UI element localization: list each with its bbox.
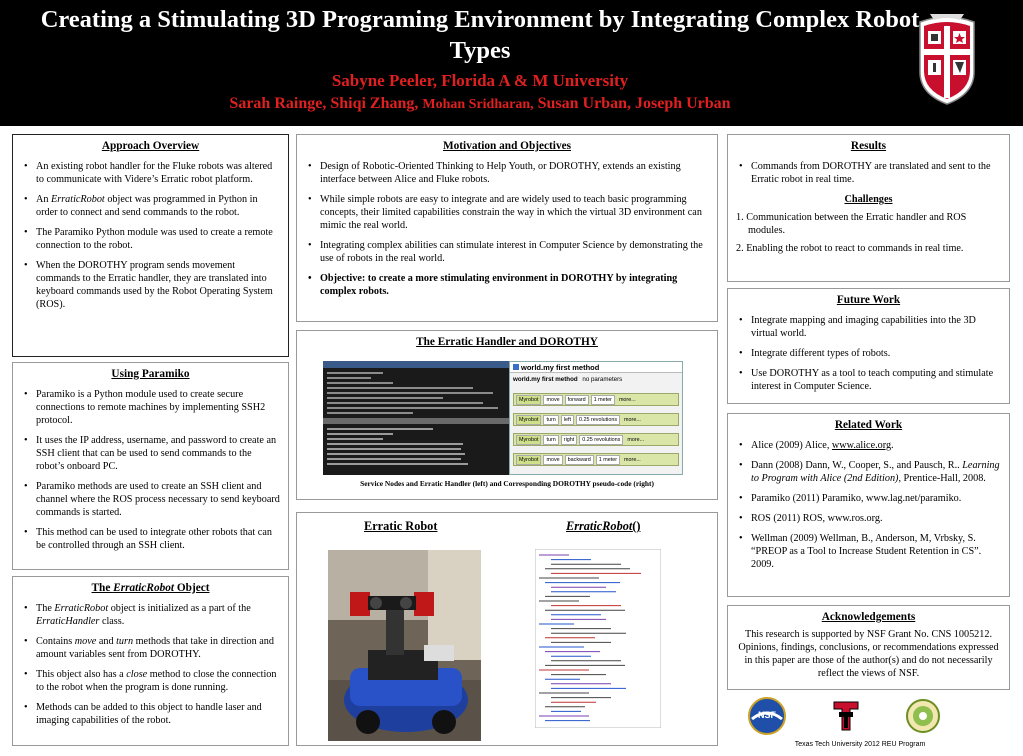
approach-b2-pre: An [36, 194, 51, 205]
dorothy-row-obj: Myrobot [516, 395, 541, 405]
object-b2-d: turn [116, 636, 134, 647]
erratic-robot-photo [328, 550, 481, 741]
object-b3-b: close [126, 669, 148, 680]
motivation-heading: Motivation and Objectives [442, 140, 572, 152]
dorothy-screenshot [509, 361, 683, 475]
ack-heading: Acknowledgements [821, 611, 916, 623]
dorothy-row-obj: Myrobot [516, 435, 541, 445]
results-list [736, 160, 1001, 186]
dorothy-row-dir: left [561, 415, 574, 425]
related-work-panel [727, 413, 1010, 597]
related-ref-4: • ROS (2011) ROS, www.ros.org. [736, 512, 1001, 525]
motivation-list [305, 160, 709, 298]
dorothy-row-amt: 0.25 revolutions [576, 415, 620, 425]
dorothy-title: world.my first method [521, 363, 600, 372]
motivation-panel [296, 134, 718, 322]
motivation-bullet-1: • Design of Robotic-Oriented Thinking to Help Youth, or DOROTHY, extends an existing interface between Alice and Fluke robots. [305, 160, 709, 186]
alice-link[interactable]: www.alice.org [831, 440, 892, 451]
dorothy-row-dir: backward [565, 455, 594, 465]
object-b1-e: class. [99, 616, 125, 627]
related-r2-em: Learning to Program with Alice (2nd Edition) [751, 460, 1000, 484]
future-bullet-1: • Integrate mapping and imaging capabilities into the 3D virtual world. [736, 314, 1001, 340]
dorothy-row-more: more... [624, 416, 641, 423]
results-heading: Results [850, 140, 887, 152]
dorothy-method-line [510, 373, 682, 388]
dorothy-row-obj: Myrobot [516, 455, 541, 465]
related-heading: Related Work [834, 419, 903, 431]
paramiko-list [21, 388, 280, 552]
object-b1-b: ErraticRobot [54, 603, 109, 614]
object-b3-c: method to close the connection to the robot when the program is done running. [36, 669, 277, 693]
approach-heading: Approach Overview [101, 140, 200, 152]
object-bullet-3 [21, 668, 280, 694]
approach-bullet-1: • An existing robot handler for the Fluke robots was altered to communicate with Videre’s Erratic robot platform. [21, 160, 280, 186]
paramiko-bullet-2: • It uses the IP address, username, and password to create an SSH client that can be used to send commands to the robot’s onboard PC. [21, 434, 280, 473]
ack-text: This research is supported by NSF Grant No. CNS 1005212. Opinions, findings, conclusions, or recommendations expressed in this paper are those of the author(s) and do not necessarily reflect the views of NSF. [738, 629, 999, 679]
related-ref-3: • Paramiko (2011) Paramiko, www.lag.net/paramiko. [736, 492, 1001, 505]
acknowledgements-panel [727, 605, 1010, 690]
challenges-heading: Challenges [844, 194, 893, 205]
dorothy-row-act: move [543, 395, 562, 405]
dorothy-row-obj: Myrobot [516, 415, 541, 425]
terminal-screenshot [323, 361, 510, 475]
motivation-bullet-3: • Integrating complex abilities can stimulate interest in Computer Science by demonstrating the use of robots in the real world. [305, 239, 709, 265]
object-heading-post: Object [174, 582, 210, 594]
approach-b2-post: object was programmed in Python in order to connect and send commands to the robot. [36, 194, 258, 218]
motivation-bullet-4: • Objective: to create a more stimulating environment in DOROTHY by integrating complex robots. [305, 272, 709, 298]
approach-bullet-2 [21, 193, 280, 219]
related-r2-pre: Dann (2008) Dann, W., Cooper, S., and Pausch, R.. [751, 460, 963, 471]
dorothy-row-act: turn [543, 415, 558, 425]
dorothy-method: world.my first method [513, 376, 578, 383]
challenge-1: 1. Communication between the Erratic handler and ROS modules. [736, 212, 967, 236]
dorothy-row-dir: right [561, 435, 578, 445]
dorothy-row-more: more... [618, 396, 636, 403]
dorothy-row-amt: 0.25 revolutions [579, 435, 623, 445]
related-r2-post: , Prentice-Hall, 2008. [898, 473, 986, 484]
challenge-2: 2. Enabling the robot to react to commands in real time. [736, 243, 964, 254]
future-list [736, 314, 1001, 393]
object-b2-a: Contains [36, 636, 75, 647]
dorothy-row-dir: forward [565, 395, 589, 405]
related-ref-2 [736, 459, 1001, 485]
dorothy-params: no parameters [582, 376, 623, 383]
object-heading [21, 582, 280, 595]
object-bullet-1 [21, 602, 280, 628]
svg-text:NSF: NSF [758, 710, 776, 720]
co-authors-c: Susan Urban, Joseph Urban [537, 95, 731, 112]
dorothy-row-amt: 1 meter [596, 455, 620, 465]
reu-seal-icon [906, 699, 940, 733]
dorothy-row-act: move [543, 455, 562, 465]
related-list [736, 439, 1001, 571]
robot-code-label-post: () [632, 519, 641, 533]
related-ref-1 [736, 439, 1001, 452]
poster-title: Creating a Stimulating 3D Programing Environment by Integrating Complex Robot Types [40, 6, 920, 64]
co-authors-b: Mohan Sridharan, [422, 97, 534, 112]
dorothy-row [513, 433, 679, 446]
object-bullet-2 [21, 635, 280, 661]
approach-list [21, 160, 280, 311]
erratic-robot-code-screenshot [535, 549, 661, 728]
object-heading-em: ErraticRobot [113, 582, 175, 594]
paramiko-bullet-1: • Paramiko is a Python module used to create secure connections to remote machines by implementing SSH2 protocol. [21, 388, 280, 427]
paramiko-heading: Using Paramiko [111, 368, 190, 380]
object-b1-c: object is initialized as a part of the [108, 603, 251, 614]
object-b3-a: This object also has a [36, 669, 127, 680]
future-work-panel [727, 288, 1010, 404]
co-authors-a: Sarah Rainge, Shiqi Zhang, [229, 95, 419, 112]
object-heading-pre: The [91, 582, 114, 594]
poster-header [0, 0, 1023, 126]
texas-tech-logo-icon [832, 700, 860, 732]
object-bullet-4: • Methods can be added to this object to handle laser and imaging capabilities of the robot. [21, 701, 280, 727]
related-r1-post: . [891, 440, 894, 451]
dorothy-row-act: turn [543, 435, 558, 445]
dorothy-row [513, 413, 679, 426]
challenges-list [736, 211, 1001, 255]
approach-bullet-3: • The Paramiko Python module was used to create a remote connection to the robot. [21, 226, 280, 252]
object-b2-e: methods that take in direction and amount variables sent from DOROTHY. [36, 636, 274, 660]
co-authors [30, 95, 930, 113]
nsf-logo-icon [748, 697, 786, 735]
object-b1-a: The [36, 603, 55, 614]
ttu-seal-icon [916, 14, 978, 106]
object-list [21, 602, 280, 727]
robot-label: Erratic Robot [364, 519, 438, 533]
related-r1-pre: Alice (2009) Alice, [751, 440, 832, 451]
main-author: Sabyne Peeler, Florida A & M University [331, 71, 629, 90]
approach-bullet-4: • When the DOROTHY program sends movement commands to the Erratic handler, they are translated into keyboard commands used by the Robot Operating System (ROS). [21, 259, 280, 311]
future-heading: Future Work [836, 294, 901, 306]
dorothy-code-rows [510, 388, 682, 475]
object-b2-b: move [74, 636, 97, 647]
dorothy-row-more: more... [627, 436, 645, 443]
object-b1-d: ErraticHandler [36, 616, 100, 627]
motivation-bullet-2: • While simple robots are easy to integrate and are widely used to teach basic programming concepts, their limited capabilities constrain the way in which the virtual 3D environment can mimic the real world. [305, 193, 709, 232]
dorothy-window-icon [513, 364, 519, 370]
dorothy-title-bar [510, 362, 682, 373]
erratic-object-panel [12, 576, 289, 746]
robot-code-label [566, 519, 640, 534]
related-ref-5: • Wellman (2009) Wellman, B., Anderson, M, Vrbsky, S. “PREOP as a Tool to Increase Student Retention in CS”. 2009. [736, 532, 1001, 571]
robot-code-label-em: ErraticRobot [566, 519, 633, 533]
handler-heading: The Erratic Handler and DOROTHY [416, 336, 598, 348]
approach-b2-em: ErraticRobot [51, 194, 105, 205]
approach-overview-panel [12, 134, 289, 357]
dorothy-row-more: more... [624, 456, 641, 463]
dorothy-row [513, 393, 679, 406]
results-panel [727, 134, 1010, 282]
future-bullet-2: • Integrate different types of robots. [736, 347, 1001, 360]
handler-caption: Service Nodes and Erratic Handler (left) and Corresponding DOROTHY pseudo-code (right) [360, 479, 654, 488]
dorothy-row [513, 453, 679, 466]
future-bullet-3: • Use DOROTHY as a tool to teach computing and stimulate interest in Computer Science. [736, 367, 1001, 393]
object-b2-c: and [96, 636, 117, 647]
paramiko-bullet-4: • This method can be used to integrate other robots that can be controlled through an SSH client. [21, 526, 280, 552]
dorothy-row-amt: 1 meter [591, 395, 615, 405]
paramiko-panel [12, 362, 289, 570]
footer-text: Texas Tech University 2012 REU Program [794, 741, 926, 748]
paramiko-bullet-3: • Paramiko methods are used to create an SSH client and channel where the ROS process necessary to send keyboard commands is started. [21, 480, 280, 519]
results-bullet-1: • Commands from DOROTHY are translated and sent to the Erratic robot in real time. [736, 160, 1001, 186]
